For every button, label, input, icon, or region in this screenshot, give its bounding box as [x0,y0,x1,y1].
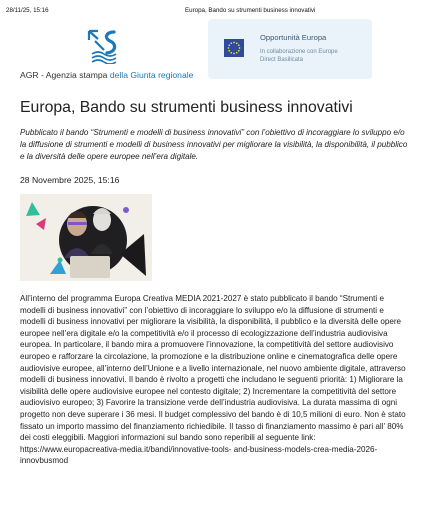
agency-prefix: AGR - Agenzia stampa [20,70,110,80]
eu-flag-icon [224,39,244,57]
article-body: All’interno del programma Europa Creativa MEDIA 2021-2027 è stato pubblicato il bando “Strumenti e modelli di business innovativi” con l’obiettivo di incoraggiare lo sviluppo e/o la diffusione di strumenti e modelli di business innovativi per migliorare la visibilità, la disponibilità, il pubblico e la diversità delle opere europee nell’era digitale e/o la competitività e/o il processo di ecologizzazione dell’industria audiovisiva europea. In particolare, il bando mira a promuovere l’innovazione, la competitività del settore audiovisivo europeo e rafforzare la circolazione, la promozione e la distribuzione online e cinematografica delle opere audiovisive europee, all’interno dell’Unione e a livello internazionale, nel nuovo ambiente digitale, attraverso modelli di business innovativi. Il bando è rivolto a progetti che includano le seguenti priorità: 1) Migliorare la visibilità delle opere audiovisive europee nel contesto digitale; 2) Incrementare la competitività del settore audiovisivo europeo; 3) Favorire la transizione verde dell’industria audiovisiva. La durata massima di ogni progetto non deve superare i 36 mesi. Il budget complessivo del bando è di 10,5 milioni di euro. Non è stato fissato un importo massimo del finanziamento richiedibile. Il tasso di finanziamento massimo è pari all’ 80% dei costi eleggibili. Maggiori informazioni sul bando sono reperibili al seguente link: https://www.europacreativa-media.it/bandi/innovative-tools- and-business-models-crea-media-2026-innovbusmod [20,294,406,466]
article-title: Europa, Bando su strumenti business innovativi [20,99,353,116]
print-datetime: 28/11/25, 15:16 [6,7,49,14]
article-lead: Pubblicato il bando “Strumenti e modelli di business innovativi” con l’obiettivo di incoraggiare lo sviluppo e/o la diffusione di strumenti e modelli di business innovativi per migliorare la visibilità, la disponibilità, il pubblico e la diversità delle opere europee nell’era digitale. [20,128,408,162]
article-image [20,194,152,281]
agency-name[interactable] [20,70,193,80]
print-document-title: Europa, Bando su strumenti business innovativi [185,7,316,14]
eu-box-subtitle-line1: In collaborazione con Europe [260,49,338,55]
eu-box-title: Opportunità Europa [260,33,327,42]
regione-piemonte-logo-icon[interactable] [86,28,122,64]
agency-highlight: della Giunta regionale [109,70,194,80]
article-date: 28 Novembre 2025, 15:16 [20,175,120,185]
print-header [0,7,424,17]
eu-box-subtitle [260,48,338,64]
eu-box-subtitle-line2: Direct Basilicata [260,57,304,63]
opportunita-europa-banner[interactable] [208,19,372,79]
